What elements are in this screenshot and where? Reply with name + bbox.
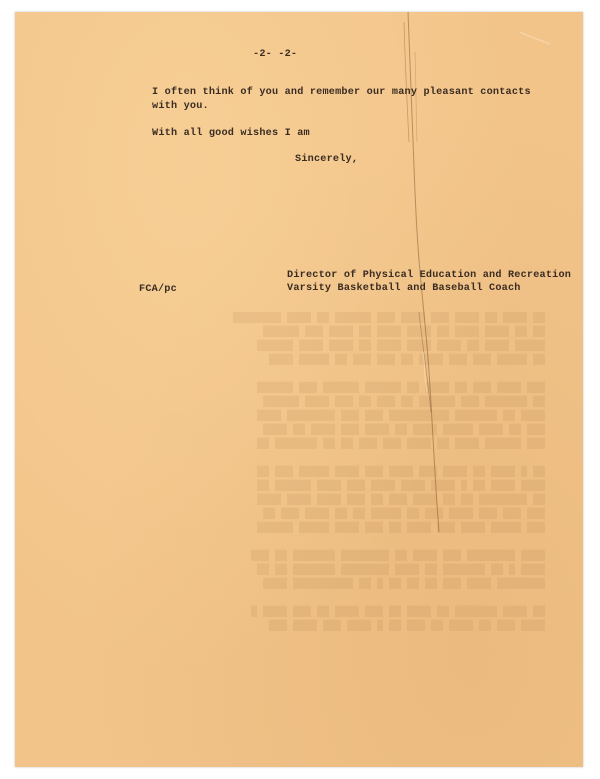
signature-title-1: Director of Physical Education and Recreation — [287, 270, 572, 281]
typist-initials: FCA/pc — [139, 284, 177, 295]
signature-title-2: Varsity Basketball and Baseball Coach — [287, 283, 521, 294]
paper-crease — [15, 12, 583, 767]
page-header: -2- -2- — [253, 49, 298, 60]
reverse-side-bleed: ██ ████ ██ ████ ███ ████ ███ ██████ ██ ████ ████████ ██ ██ ████ ████ ██ ████ ████ ██ ████ ███ ██████ █████ ████ ██ ████ ████ ████ ██ ████ ████ ██████ ██ █████ ███ ███ ████ ██ ███ ███ ██ █████ ████ ███ ████ ███ ██ ████ ██ ██████ ██████ ███ ██████ ██ ███████ ███ ██████ ██ ███ ██ ███ ████ ██████ ████ ██ ███████ ██████████ ███ ███ ████████ ████ ███ ██ ████ █████ ████ ██ ████ ███ ████ ██ ████ ███ ██████ ████ ██ ████ ███ ███ ██ ██ ███████ ██ ██ █ ████ ██ ████ ███ ████ ███ ████ █████ ███ ██ ████ ████ ██ █ ████ ████ ████ ███ ████ ██████ ██ ██ ████████ ██ ██ ████ ███ ██ ███ ████ ████ ████ ███ ███ ███ ████ ███ ██ █████ ██ ██ ████ ███ ██ ███ █████ ████ ███ ████ ██ ███ ████ █████ ██████ ████ ████████ ███ ████ ██ ████████ ███████ ██ ███ ████ █ ██ ███████ ██ ████ ████████ ███████ ██ ██ ████████ ████ ███ ██ ██ ██ █ ██ ██████████ ████ ██ ████ ███████ ██ ████ ██ ███ ████ ██ ███ ████ █ ████ ███ ██ ████ ██ ███ ██ █ ████ ███ ████ ███ — [232, 313, 545, 632]
closing: Sincerely, — [295, 154, 359, 165]
body-line-2: with you. — [152, 101, 209, 112]
body-line-1: I often think of you and remember our many pleasant contacts — [152, 87, 531, 98]
wishes-line: With all good wishes I am — [152, 128, 310, 139]
letter-page — [15, 12, 583, 767]
